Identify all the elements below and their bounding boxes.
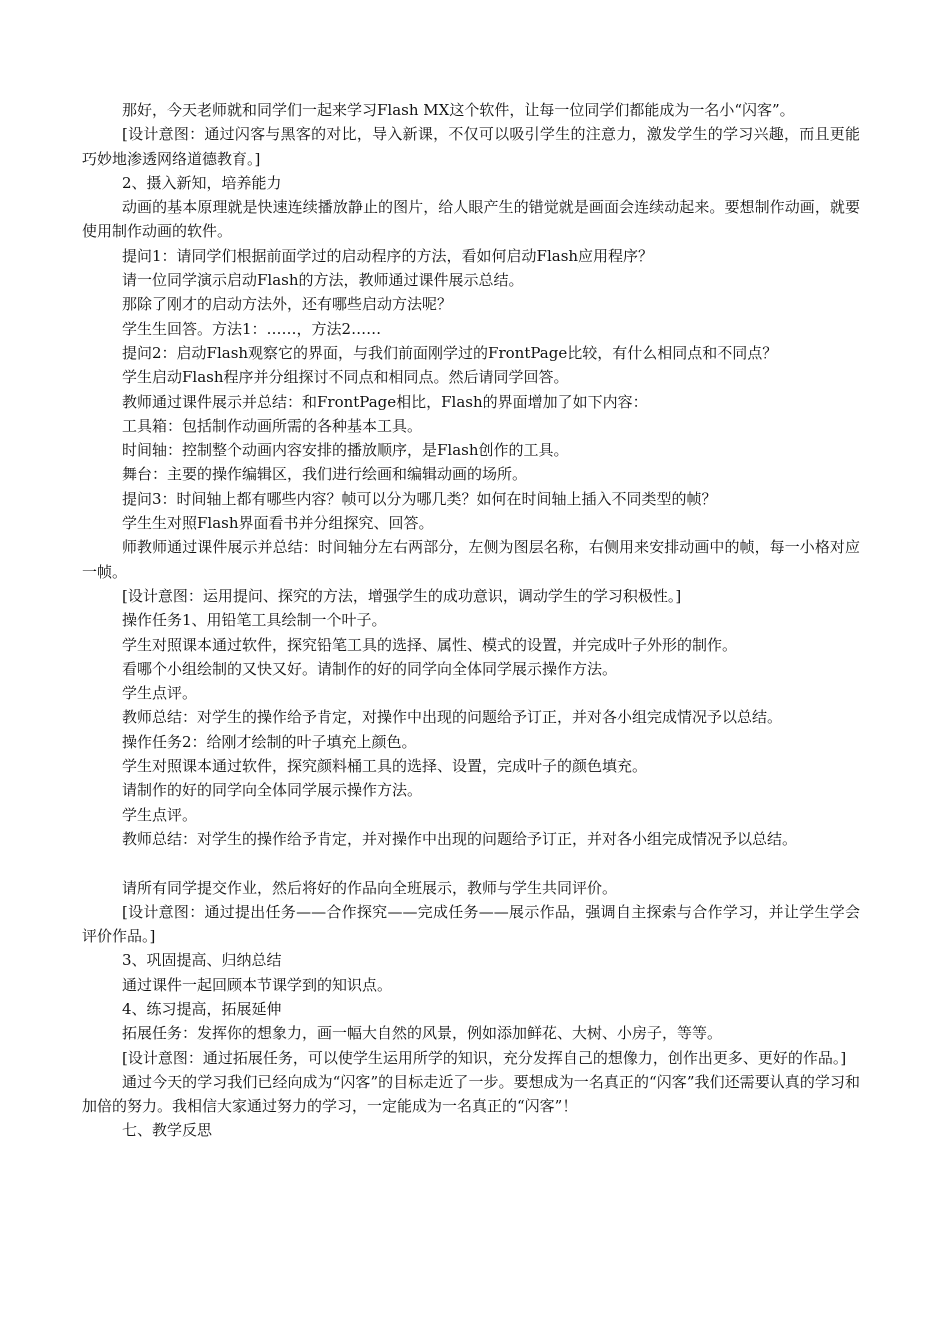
paragraph-design-intent-3: [设计意图：通过提出任务——合作探究——完成任务——展示作品，强调自主探索与合作学习，并让学生学会评价作品。] xyxy=(82,902,860,946)
paragraph: 通过课件一起回顾本节课学到的知识点。 xyxy=(122,975,393,994)
paragraph-stage: 舞台：主要的操作编辑区，我们进行绘画和编辑动画的场所。 xyxy=(122,465,528,484)
paragraph: 学生生回答。方法1：……，方法2…… xyxy=(122,319,382,338)
paragraph-question-2: 提问2：启动Flash观察它的界面，与我们前面刚学过的FrontPage比较，有什么相同点和不同点？ xyxy=(122,343,778,362)
paragraph: 教师总结：对学生的操作给予肯定，并对操作中出现的问题给予订正，并对各小组完成情况予以总结。 xyxy=(122,829,798,848)
paragraph: 动画的基本原理就是快速连续播放静止的图片，给人眼产生的错觉就是画面会连续动起来。要想制作动画，就要使用制作动画的软件。 xyxy=(82,198,860,241)
paragraph-design-intent-2: [设计意图：运用提问、探究的方法，增强学生的成功意识，调动学生的学习积极性。] xyxy=(122,586,682,605)
paragraph: 学生生对照Flash界面看书并分组探究、回答。 xyxy=(122,514,434,533)
document-page xyxy=(82,98,860,1143)
section-heading-3: 3、巩固提高、归纳总结 xyxy=(122,951,282,970)
paragraph: 教师通过课件展示并总结：和FrontPage相比，Flash的界面增加了如下内容： xyxy=(122,392,648,411)
paragraph: 学生点评。 xyxy=(122,805,198,824)
paragraph: 学生对照课本通过软件，探究颜料桶工具的选择、设置，完成叶子的颜色填充。 xyxy=(122,757,648,776)
paragraph-question-1: 提问1：请同学们根据前面学过的启动程序的方法，看如何启动Flash应用程序？ xyxy=(122,246,654,265)
paragraph-intro: 那好，今天老师就和同学们一起来学习Flash MX这个软件，让每一位同学们都能成为一名小“闪客”。 xyxy=(122,101,795,119)
paragraph: 看哪个小组绘制的又快又好。请制作的好的同学向全体同学展示操作方法。 xyxy=(122,659,618,678)
paragraph: 那除了刚才的启动方法外，还有哪些启动方法呢？ xyxy=(122,295,453,314)
paragraph: 师教师通过课件展示并总结：时间轴分左右两部分，左侧为图层名称，右侧用来安排动画中的帧，每一小格对应一帧。 xyxy=(82,538,860,581)
paragraph-design-intent-4: [设计意图：通过拓展任务，可以使学生运用所学的知识，充分发挥自己的想像力，创作出更多、更好的作品。] xyxy=(122,1048,847,1067)
paragraph: 学生启动Flash程序并分组探讨不同点和相同点。然后请同学回答。 xyxy=(122,368,569,387)
paragraph: 请制作的好的同学向全体同学展示操作方法。 xyxy=(122,781,423,800)
paragraph-toolbox: 工具箱：包括制作动画所需的各种基本工具。 xyxy=(122,416,423,435)
section-heading-4: 4、练习提高，拓展延伸 xyxy=(122,999,282,1018)
paragraph: 学生对照课本通过软件，探究铅笔工具的选择、属性、模式的设置，并完成叶子外形的制作。 xyxy=(122,635,738,654)
paragraph: 请一位同学演示启动Flash的方法，教师通过课件展示总结。 xyxy=(122,271,524,290)
paragraph: 教师总结：对学生的操作给予肯定，对操作中出现的问题给予订正，并对各小组完成情况予以总结。 xyxy=(122,708,783,727)
paragraph-conclusion: 通过今天的学习我们已经向成为“闪客”的目标走近了一步。要想成为一名真正的“闪客”我们还需要认真的学习和加倍的努力。我相信大家通过努力的学习，一定能成为一名真正的“闪客”！ xyxy=(82,1072,860,1116)
paragraph: 请所有同学提交作业，然后将好的作品向全班展示，教师与学生共同评价。 xyxy=(122,878,618,897)
section-heading-2: 2、摄入新知，培养能力 xyxy=(122,173,282,192)
paragraph-task-1: 操作任务1、用铅笔工具绘制一个叶子。 xyxy=(122,611,387,630)
paragraph-timeline: 时间轴：控制整个动画内容安排的播放顺序，是Flash创作的工具。 xyxy=(122,441,569,460)
section-heading-7: 七、教学反思 xyxy=(122,1121,213,1140)
paragraph-design-intent-1: [设计意图：通过闪客与黑客的对比，导入新课，不仅可以吸引学生的注意力，激发学生的学习兴趣，而且更能巧妙地渗透网络道德教育。] xyxy=(82,125,860,168)
paragraph: 学生点评。 xyxy=(122,684,198,703)
paragraph-extension-task: 拓展任务：发挥你的想象力，画一幅大自然的风景，例如添加鲜花、大树、小房子，等等。 xyxy=(122,1024,723,1043)
paragraph-task-2: 操作任务2：给刚才绘制的叶子填充上颜色。 xyxy=(122,732,417,751)
blank-line xyxy=(82,851,860,875)
paragraph-question-3: 提问3：时间轴上都有哪些内容？帧可以分为哪几类？如何在时间轴上插入不同类型的帧？ xyxy=(122,489,717,508)
